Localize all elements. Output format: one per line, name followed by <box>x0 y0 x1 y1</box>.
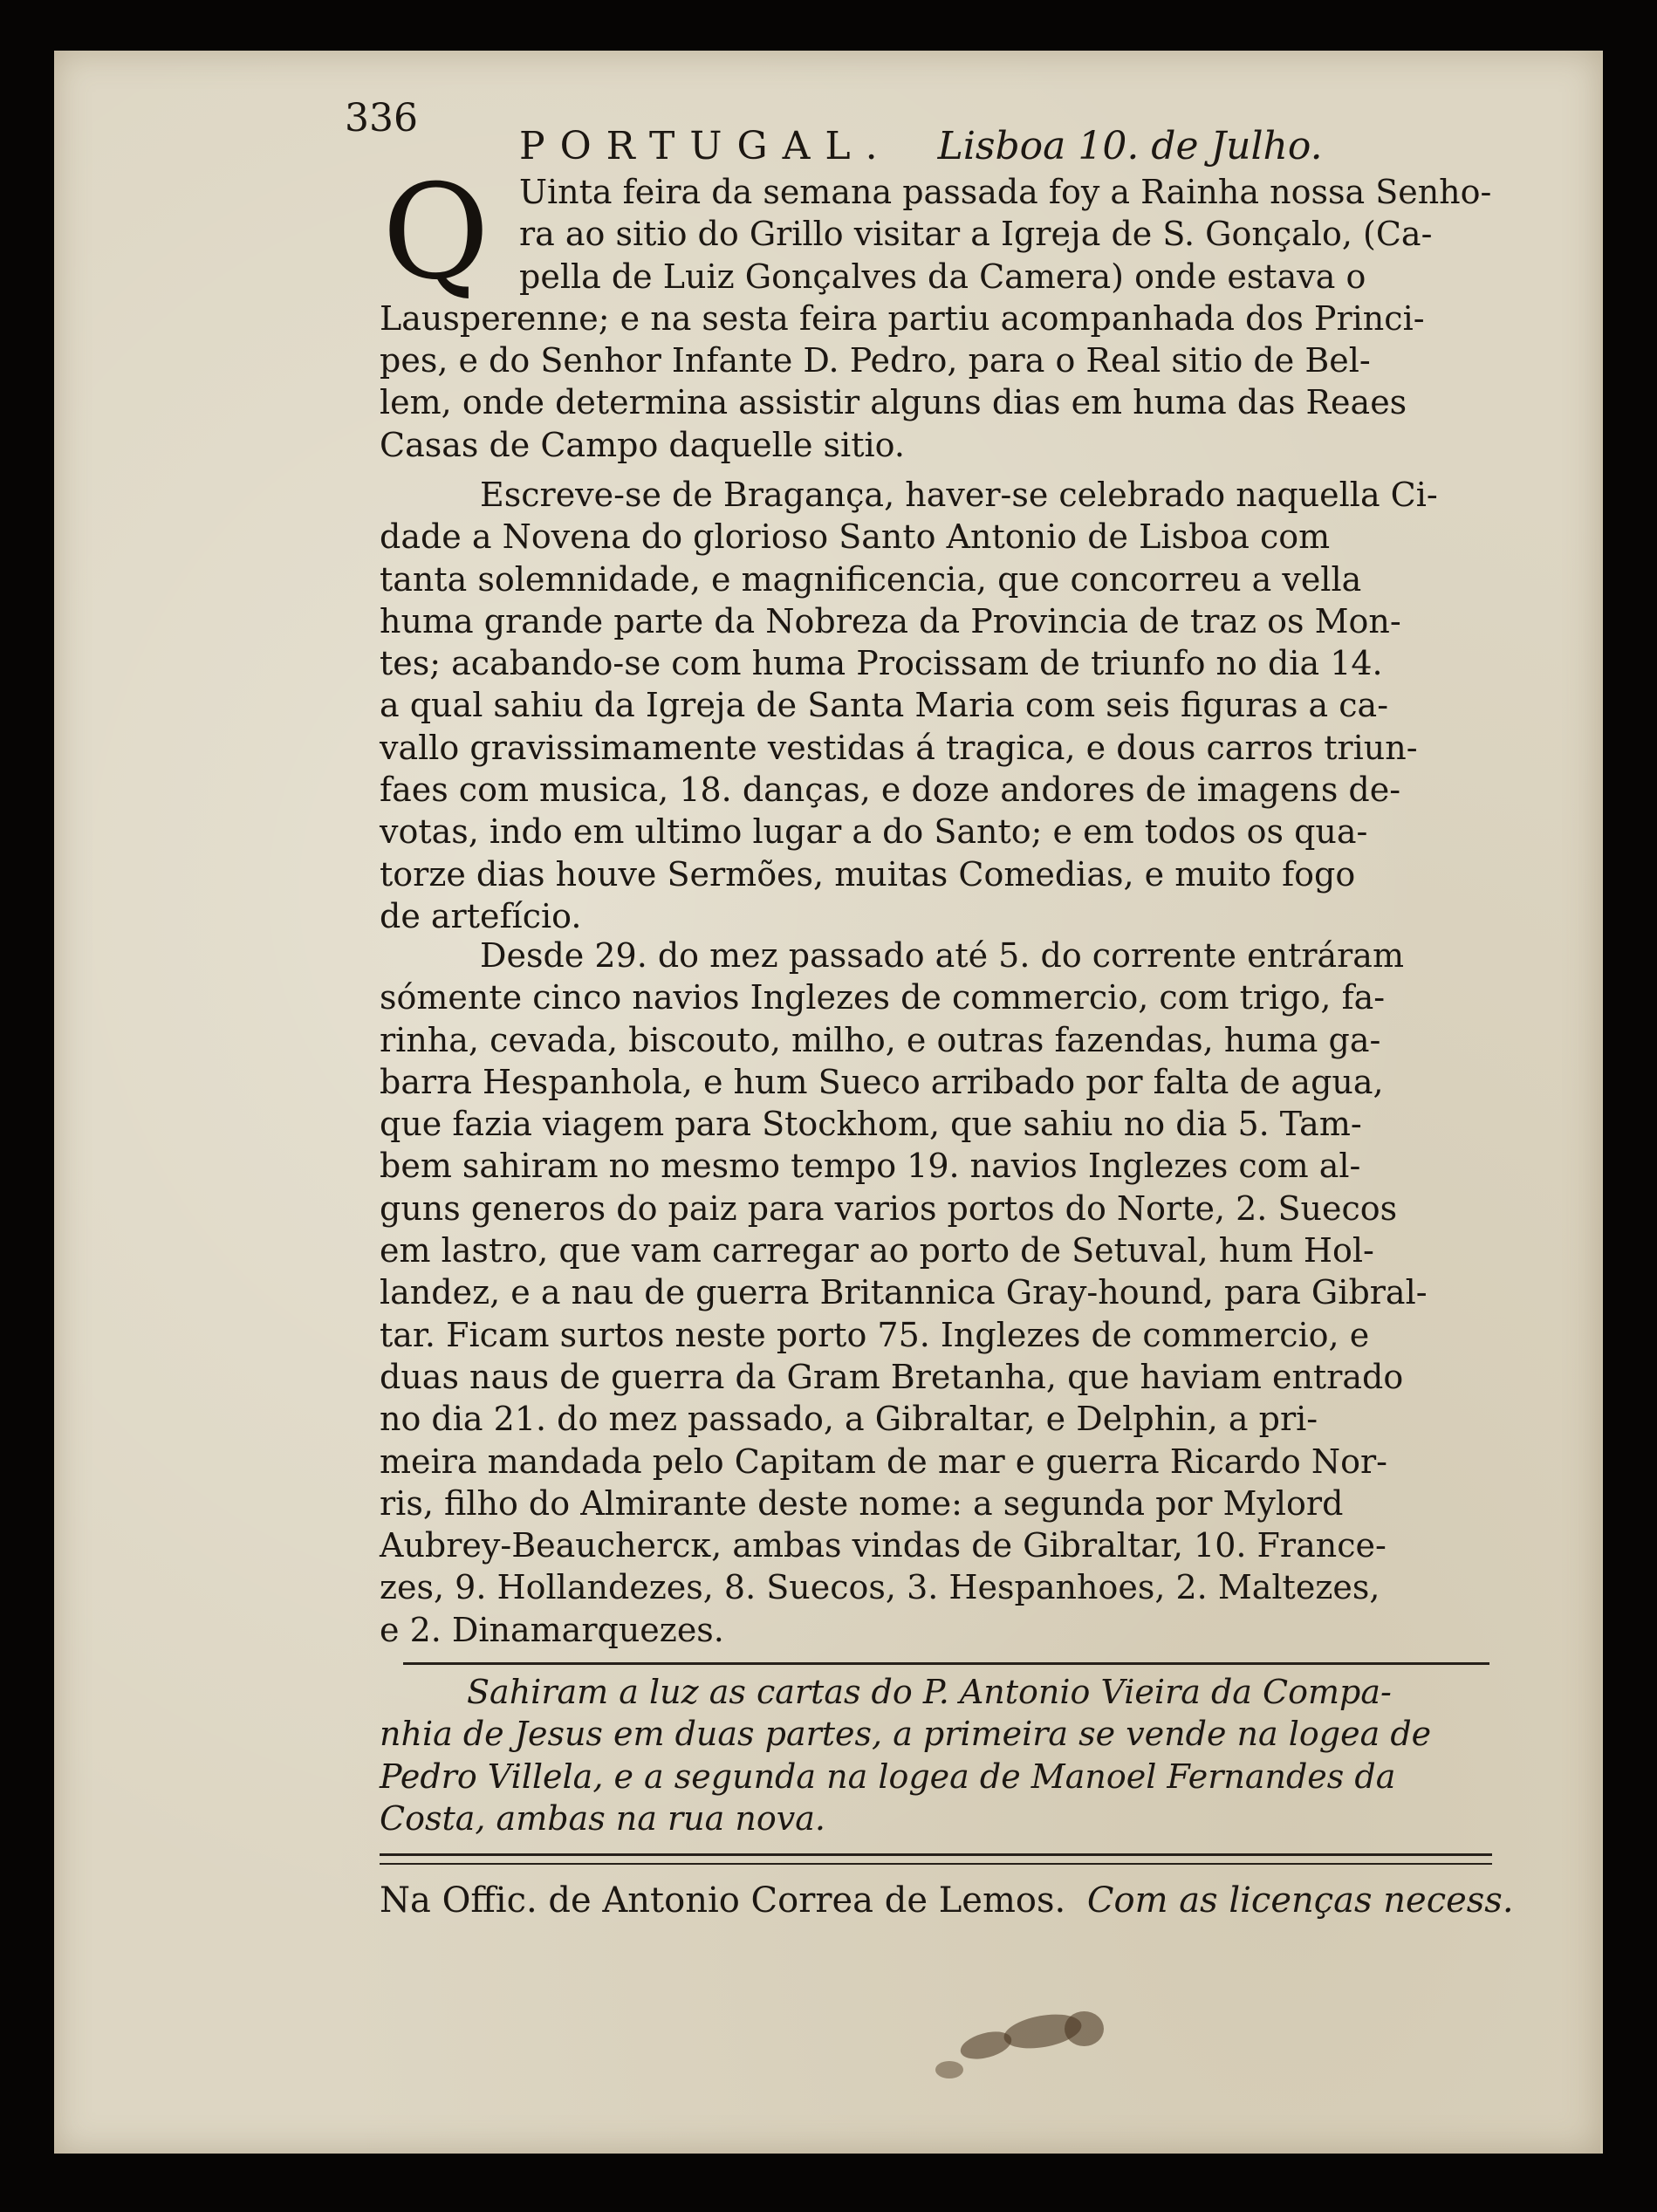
text-line: Aubrey-Beauchercк, ambas vindas de Gibraltar, 10. France- <box>380 1526 1387 1565</box>
text-line: dade a Novena do glorioso Santo Antonio de Lisboa com <box>380 517 1331 557</box>
text-line: meira mandada pelo Capitam de mar e guerra Ricardo Nor- <box>380 1442 1387 1481</box>
imprint-divider <box>380 1853 1492 1856</box>
text-line: tanta solemnidade, e magnificencia, que concorreu a vella <box>380 559 1362 599</box>
imprint-divider-thin <box>380 1863 1492 1865</box>
text-line: Casas de Campo daquelle sitio. <box>380 425 905 464</box>
heading-dateline: Lisboa 10. de Julho. <box>937 124 1323 168</box>
text-line: Costa, ambas na rua nova. <box>380 1798 825 1838</box>
text-line: huma grande parte da Nobreza da Provincia de traz os Mon- <box>380 601 1401 640</box>
text-line: e 2. Dinamarquezes. <box>380 1610 724 1649</box>
printer-imprint <box>380 1880 1514 1921</box>
text-line: nhia de Jesus em duas partes, a primeira se vende na logea de <box>380 1715 1432 1754</box>
ink-stain <box>935 2061 963 2078</box>
text-line: a qual sahiu da Igreja de Santa Maria com seis figuras a ca- <box>380 686 1389 725</box>
paragraph-braganca-novena <box>380 474 1505 937</box>
text-line: pella de Luiz Gonçalves da Camera) onde estava o <box>519 257 1366 296</box>
text-line: torze dias houve Sermões, muitas Comedias, e muito fogo <box>380 854 1356 894</box>
text-line: tes; acabando-se com huma Procissam de triunfo no dia 14. <box>380 644 1383 683</box>
text-line: Desde 29. do mez passado até 5. do corrente entráram <box>480 936 1404 975</box>
printer-name: Na Offic. de Antonio Correa de Lemos. <box>380 1880 1066 1921</box>
page-heading <box>519 124 1392 168</box>
text-line: ris, filho do Almirante deste nome: a segunda por Mylord <box>380 1483 1344 1523</box>
text-line: tar. Ficam surtos neste porto 75. Inglezes de commercio, e <box>380 1315 1370 1354</box>
text-line: sómente cinco navios Inglezes de commercio, com trigo, fa- <box>380 978 1386 1017</box>
ink-stain <box>1065 2011 1104 2046</box>
text-line: Escreve-se de Bragança, haver-se celebrado naquella Ci- <box>480 476 1438 514</box>
text-line: em lastro, que vam carregar ao porto de Setuval, hum Hol- <box>380 1231 1374 1270</box>
heading-country: PORTUGAL. <box>519 124 893 168</box>
page-number: 336 <box>345 96 418 140</box>
text-line: bem sahiram no mesmo tempo 19. navios Inglezes com al- <box>380 1147 1361 1186</box>
license-note: Com as licenças necess. <box>1086 1880 1514 1921</box>
text-line: Lausperenne; e na sesta feira partiu acompanhada dos Princi- <box>380 298 1425 338</box>
text-line: Sahiram a luz as cartas do P. Antonio Vieira da Compa- <box>467 1673 1392 1711</box>
text-line: landez, e a nau de guerra Britannica Gray-hound, para Gibral- <box>380 1273 1428 1312</box>
text-line: votas, indo em ultimo lugar a do Santo; e em todos os qua- <box>380 812 1368 852</box>
text-line: guns generos do paiz para varios portos do Norte, 2. Suecos <box>380 1188 1398 1228</box>
text-line: lem, onde determina assistir alguns dias em huma das Reaes <box>380 383 1407 422</box>
notice-vieira-letters <box>380 1671 1505 1839</box>
text-line: faes com musica, 18. danças, e doze andores de imagens de- <box>380 770 1401 810</box>
section-divider <box>403 1662 1489 1665</box>
text-line: de artefício. <box>380 896 582 935</box>
text-line: rinha, cevada, biscouto, milho, e outras fazendas, huma ga- <box>380 1020 1381 1059</box>
drop-cap: Q <box>382 157 490 309</box>
text-line: Uinta feira da semana passada foy a Rainha nossa Senho- <box>519 173 1492 211</box>
text-line: que fazia viagem para Stockhom, que sahiu no dia 5. Tam- <box>380 1105 1362 1144</box>
text-line: ra ao sitio do Grillo visitar a Igreja de S. Gonçalo, (Ca- <box>519 215 1433 254</box>
paragraph-shipping-news <box>380 935 1505 1651</box>
text-line: vallo gravissimamente vestidas á tragica, e dous carros triun- <box>380 728 1418 767</box>
text-line: Pedro Villela, e a segunda na logea de Manoel Fernandes da <box>380 1757 1396 1796</box>
text-line: barra Hespanhola, e hum Sueco arribado por falta de agua, <box>380 1062 1384 1101</box>
text-line: zes, 9. Hollandezes, 8. Suecos, 3. Hespanhoes, 2. Maltezes, <box>380 1568 1380 1607</box>
paragraph-queen-visit <box>380 171 1505 466</box>
text-line: pes, e do Senhor Infante D. Pedro, para o Real sitio de Bel- <box>380 341 1371 380</box>
text-line: duas naus de guerra da Gram Bretanha, que haviam entrado <box>380 1357 1404 1396</box>
text-line: no dia 21. do mez passado, a Gibraltar, e Delphin, a pri- <box>380 1400 1318 1439</box>
